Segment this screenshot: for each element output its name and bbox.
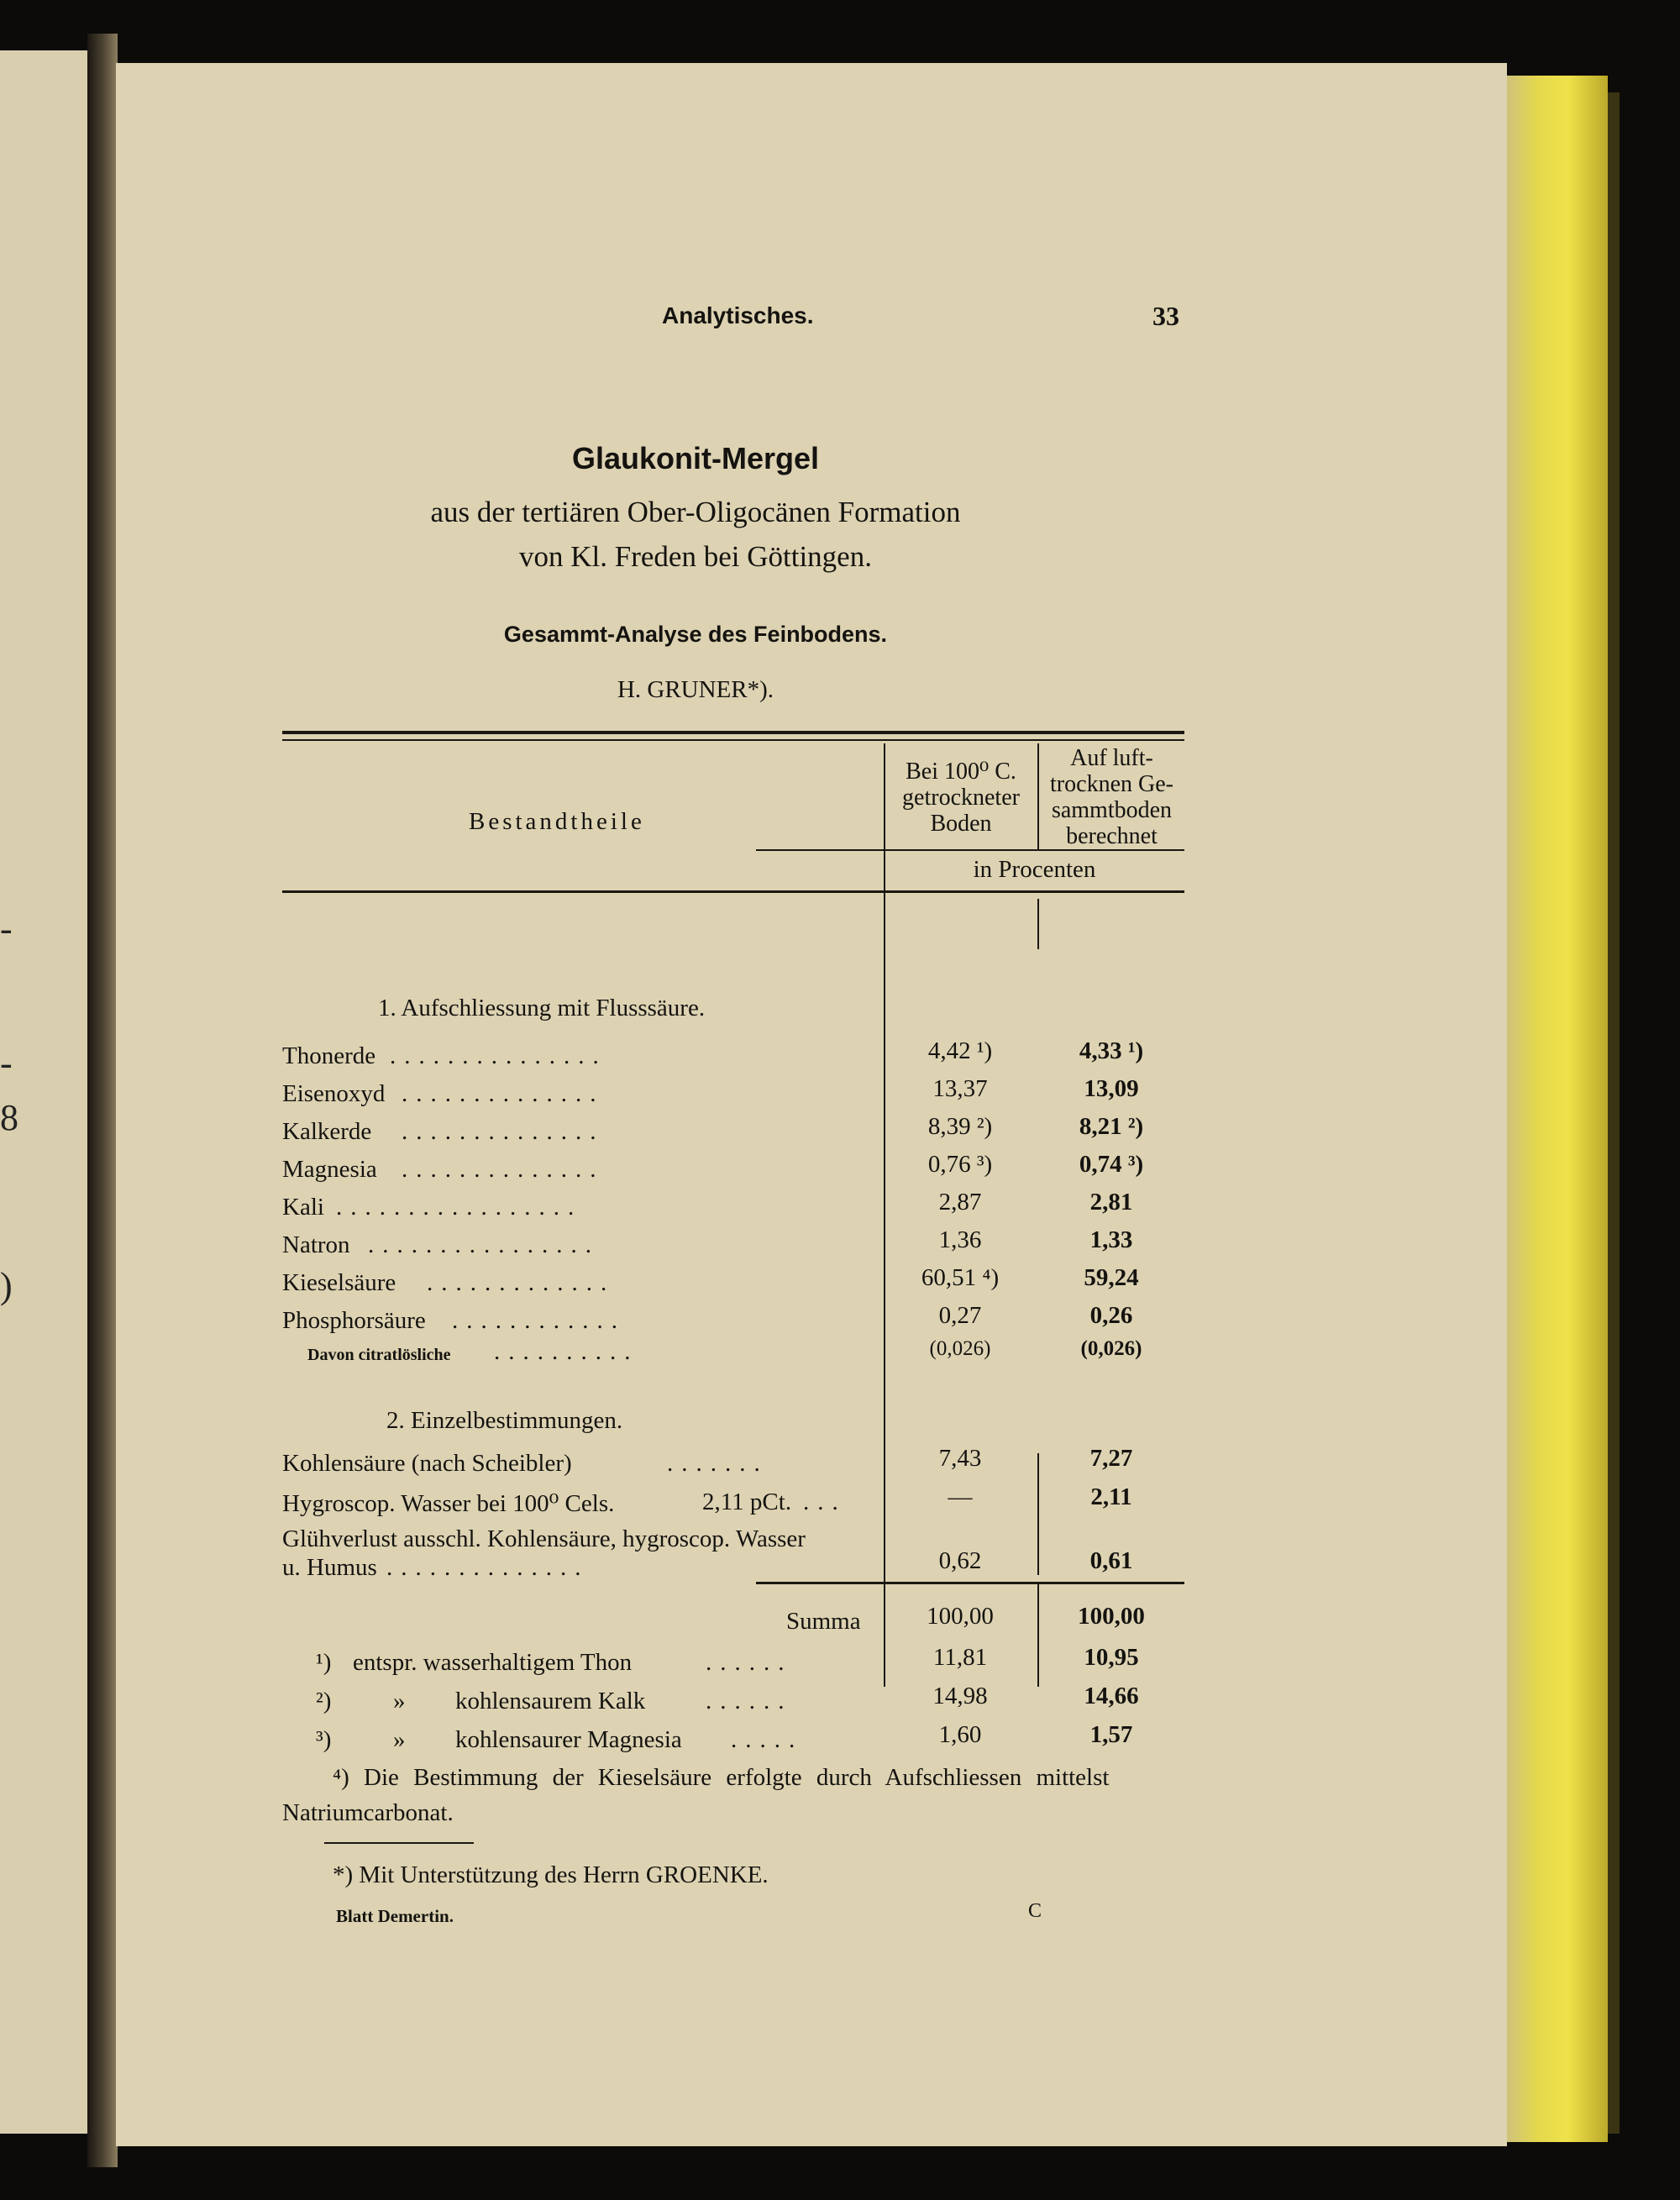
row-value-air-dry: 8,21 ²) [1079,1113,1144,1140]
leader-dots: .............. [386,1554,590,1581]
note-text: entspr. wasserhaltigem Thon [353,1649,633,1676]
column1-header-line: getrockneter [902,785,1020,811]
row-label: Phosphorsäure [282,1307,426,1334]
row-value-air-dry: 4,33 ¹) [1079,1037,1144,1064]
row-value-dried: 4,42 ¹) [927,1037,993,1064]
note-value-air-dry: 1,57 [1089,1721,1133,1748]
row-label-continued: u. Humus [282,1554,377,1581]
row-label: Hygroscop. Wasser bei 100⁰ Cels. [282,1490,615,1517]
row-value-air-dry: (0,026) [1080,1337,1142,1360]
row-value-dried: 0,62 [938,1547,982,1574]
column-divider-mid-a [1037,899,1039,949]
note-value-dried: 14,98 [932,1683,988,1709]
footnote-4-line1: ⁴) Die Bestimmung der Kieselsäure erfolgte durch Aufschliessen mittelst [333,1764,1110,1791]
row-label: Magnesia [282,1156,377,1183]
subtitle-line2: von Kl. Freden bei Göttingen. [519,540,872,573]
note-mark: ²) [316,1688,332,1714]
leader-dots: .......... [494,1338,639,1365]
column2-header-line: trocknen Ge- [1050,771,1173,797]
leader-dots: ...... [706,1688,793,1714]
row-label: Thonerde [282,1042,376,1069]
row-value-air-dry: 2,81 [1089,1189,1133,1216]
column2-header-line: Auf luft- [1070,745,1153,771]
note-text: kohlensaurer Magnesia [455,1726,682,1753]
row-value-dried: 0,76 ³) [927,1151,993,1178]
column1-header-line: Boden [930,811,992,837]
row-value-dried: (0,026) [929,1337,991,1360]
row-value-dried: 13,37 [932,1075,988,1102]
leader-dots: ................ [368,1231,600,1258]
section-heading-1: 1. Aufschliessung mit Flusssäure. [378,995,706,1021]
row-value-dried: 0,27 [938,1302,982,1329]
running-head: Analytisches. [662,302,814,328]
table-top-rule [282,731,1184,734]
note-mark: ¹) [316,1649,332,1676]
table-header-rule [282,890,1184,893]
row-value-dried: 7,43 [938,1445,982,1472]
row-value-air-dry: 59,24 [1084,1264,1139,1291]
footnote-rule [324,1842,474,1844]
row-value-dried: — [948,1483,973,1510]
row-extra-value: 2,11 pCt. [702,1489,792,1515]
analysis-title: Gesammt-Analyse des Feinbodens. [503,622,888,647]
row-label: Eisenoxyd [282,1080,386,1107]
leader-dots: ............... [390,1042,607,1069]
summa-value-air-dry: 100,00 [1078,1603,1145,1630]
book-page [116,63,1507,2146]
note-value-air-dry: 10,95 [1084,1644,1139,1671]
leader-dots: .............. [402,1118,605,1145]
row-label: Kali [282,1194,324,1221]
leader-dots: ............ [452,1307,626,1334]
leader-dots: ...... [706,1649,793,1676]
left-page-edge [0,50,91,2134]
leader-dots: ..... [731,1726,804,1753]
note-text: kohlensaurem Kalk [455,1688,646,1714]
left-page-fragment: ) [0,1265,13,1306]
row-value-air-dry: 13,09 [1084,1075,1139,1102]
left-page-fragment: 8 [0,1097,18,1138]
page-title: Glaukonit-Mergel [571,441,820,475]
row-value-air-dry: 2,11 [1090,1483,1132,1510]
row-label: Davon citratlösliche [307,1346,451,1364]
column-divider-left [884,743,885,1687]
unit-divider-rule [756,849,1184,851]
row-value-air-dry: 0,26 [1089,1302,1133,1329]
leader-dots: ... [803,1489,847,1515]
book-cover-edge [1608,92,1620,2134]
row-label: Natron [282,1231,350,1258]
row-value-dried: 2,87 [938,1189,982,1216]
leader-dots: ................. [336,1194,583,1221]
row-value-air-dry: 1,33 [1089,1226,1133,1253]
note-value-dried: 1,60 [938,1721,982,1748]
book-gutter [87,34,118,2167]
row-label: Glühverlust ausschl. Kohlensäure, hygroscop. Wasser [282,1525,806,1552]
row-label: Kalkerde [282,1118,372,1145]
note-value-air-dry: 14,66 [1084,1683,1139,1709]
ditto-mark: » [393,1726,406,1753]
row-value-dried: 1,36 [938,1226,982,1253]
footnote-star: *) Mit Unterstützung des Herrn GROENKE. [333,1861,769,1888]
row-value-dried: 8,39 ²) [927,1113,993,1140]
column-divider-mid-b [1037,1453,1039,1575]
leader-dots: ............. [427,1269,616,1296]
signature-mark: C [1028,1900,1042,1922]
leader-dots: ....... [667,1450,769,1477]
sheet-name: Blatt Demertin. [336,1906,454,1926]
row-value-dried: 60,51 ⁴) [921,1264,1000,1291]
table-top-rule-thin [282,739,1184,741]
author-line: H. GRUNER*). [617,676,774,703]
unit-header: in Procenten [973,856,1096,883]
column2-header-line: berechnet [1066,823,1158,849]
column-divider-mid-c [1037,1583,1039,1687]
summa-rule [756,1582,1184,1584]
footnote-4-line2: Natriumcarbonat. [282,1799,454,1826]
row-label: Kohlensäure (nach Scheibler) [282,1450,572,1477]
summa-value-dried: 100,00 [927,1603,994,1630]
subtitle-line1: aus der tertiären Ober-Oligocänen Formation [430,496,961,528]
column1-header-line: Bei 100⁰ C. [906,759,1016,785]
column-header-label: Bestandtheile [469,808,645,835]
row-value-air-dry: 7,27 [1089,1445,1133,1472]
note-mark: ³) [316,1726,332,1753]
row-label: Kieselsäure [282,1269,396,1296]
summa-label: Summa [786,1608,861,1635]
page-number: 33 [1152,301,1179,331]
row-value-air-dry: 0,61 [1089,1547,1133,1574]
column2-header-line: sammtboden [1051,797,1173,823]
left-page-fragment: - [0,908,13,949]
row-value-air-dry: 0,74 ³) [1079,1151,1144,1178]
leader-dots: .............. [402,1156,605,1183]
page-block-edge [1507,76,1608,2142]
left-page-fragment: - [0,1042,13,1084]
section-heading-2: 2. Einzelbestimmungen. [386,1407,623,1434]
ditto-mark: » [393,1688,406,1714]
leader-dots: .............. [402,1080,605,1107]
note-value-dried: 11,81 [932,1644,988,1671]
